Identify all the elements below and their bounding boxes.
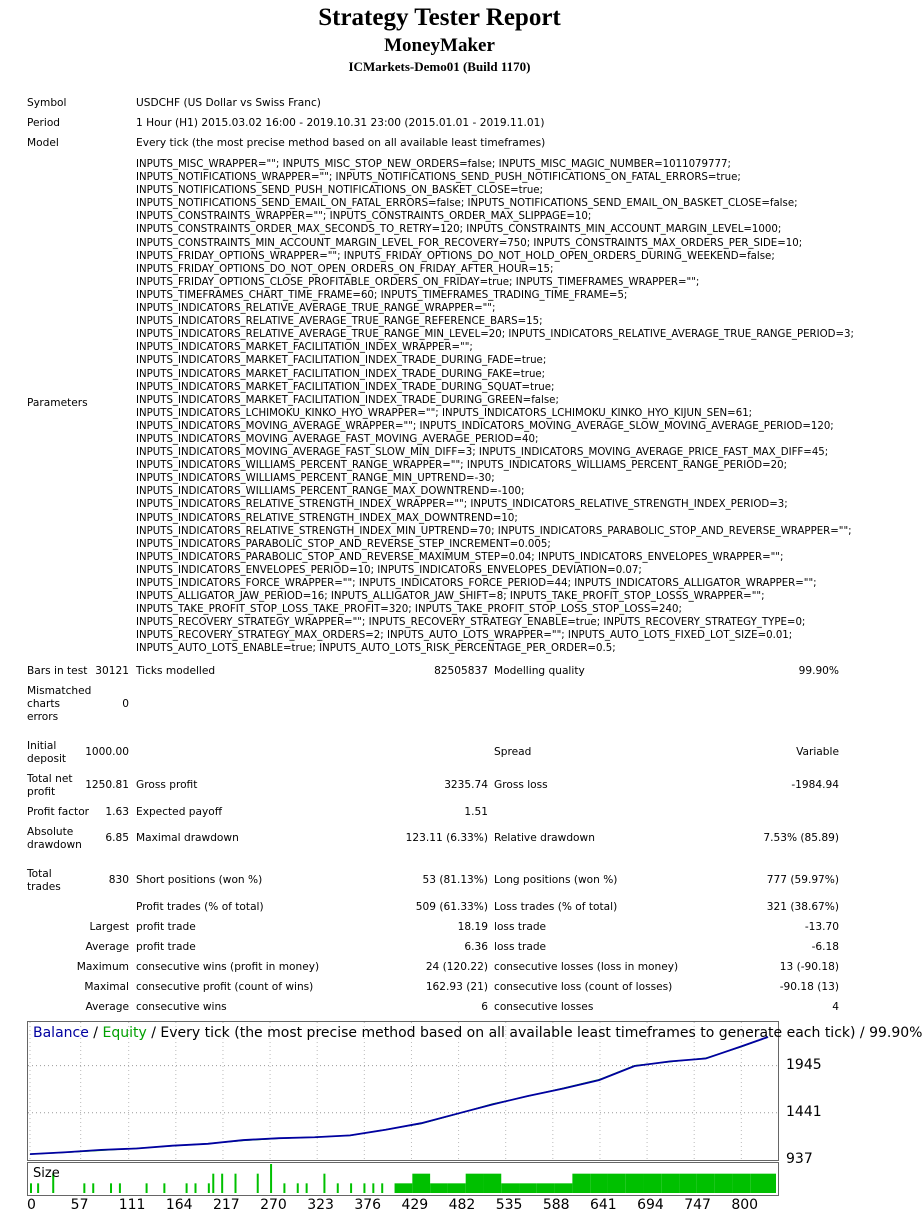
- size-bar: [590, 1174, 608, 1193]
- absdd-label-1: Absolute: [27, 826, 74, 838]
- x-tick-label: 270: [260, 1197, 287, 1213]
- parameter-line: INPUTS_NOTIFICATIONS_SEND_EMAIL_ON_FATAL_ERRORS=false; INPUTS_NOTIFICATIONS_SEND_EMAIL_ON_BASKET_CLOSE=false;: [136, 198, 798, 210]
- netprofit-value: 1250.81: [85, 779, 129, 791]
- average-label: Average: [85, 941, 129, 953]
- balance-line: [30, 1037, 768, 1154]
- parameter-line: INPUTS_ALLIGATOR_JAW_PERIOD=16; INPUTS_ALLIGATOR_JAW_SHIFT=8; INPUTS_TAKE_PROFIT_STOP_LOSSS_WRAPPER="";: [136, 591, 765, 603]
- x-tick-label: 0: [27, 1197, 36, 1213]
- ticks-label: Ticks modelled: [136, 665, 216, 677]
- parameter-line: INPUTS_INDICATORS_MOVING_AVERAGE_FAST_MOVING_AVERAGE_PERIOD=40;: [136, 433, 539, 445]
- parameter-line: INPUTS_INDICATORS_RELATIVE_STRENGTH_INDEX_MAX_DOWNTREND=10;: [136, 512, 518, 524]
- size-bar: [350, 1183, 352, 1193]
- x-tick-label: 217: [212, 1197, 240, 1213]
- x-tick-label: 588: [542, 1197, 570, 1213]
- size-bar: [519, 1183, 537, 1193]
- parameter-line: INPUTS_INDICATORS_MARKET_FACILITATION_INDEX_TRADE_DURING_FAKE=true;: [136, 368, 546, 380]
- deposit-value: 1000.00: [85, 746, 129, 758]
- max-wins-value: 24 (120.22): [425, 961, 488, 973]
- x-tick-label: 323: [307, 1197, 334, 1213]
- legend-equity: Equity: [102, 1025, 147, 1041]
- average-loss-label: loss trade: [494, 941, 547, 953]
- size-bar: [381, 1183, 383, 1193]
- size-bar: [679, 1174, 697, 1193]
- netprofit-label-1: Total net: [27, 773, 73, 785]
- size-bar: [395, 1183, 413, 1193]
- reldd-value: 7.53% (85.89): [763, 832, 839, 844]
- average-profit-value: 6.36: [464, 941, 488, 953]
- parameter-line: INPUTS_INDICATORS_MARKET_FACILITATION_INDEX_TRADE_DURING_GREEN=false;: [136, 394, 559, 406]
- size-bar: [163, 1183, 165, 1193]
- quality-label: Modelling quality: [494, 665, 585, 677]
- size-bar: [212, 1174, 214, 1193]
- parameter-line: INPUTS_INDICATORS_RELATIVE_STRENGTH_INDEX_MIN_UPTREND=70; INPUTS_INDICATORS_PARABOLIC_STOP_AND_REVERSE_WRAPPER="";: [136, 525, 852, 537]
- y-tick-label: 937: [786, 1151, 813, 1167]
- parameters-label: Parameters: [27, 397, 88, 409]
- size-bar: [572, 1174, 590, 1193]
- size-bar: [501, 1183, 519, 1193]
- period-value: 1 Hour (H1) 2015.03.02 16:00 - 2019.10.31 23:00 (2015.01.01 - 2019.11.01): [136, 117, 545, 129]
- largest-label: Largest: [89, 921, 129, 933]
- size-bar: [221, 1174, 223, 1193]
- grossprofit-label: Gross profit: [136, 779, 198, 791]
- spread-value: Variable: [796, 746, 839, 758]
- parameter-line: INPUTS_INDICATORS_MOVING_AVERAGE_WRAPPER=""; INPUTS_INDICATORS_MOVING_AVERAGE_SLOW_MOVING_AVERAGE_PERIOD=120;: [136, 420, 834, 432]
- size-bar: [448, 1183, 466, 1193]
- x-tick-label: 694: [637, 1197, 664, 1213]
- x-tick-label: 164: [165, 1197, 193, 1213]
- pf-value: 1.63: [105, 806, 129, 818]
- size-bar: [257, 1174, 259, 1193]
- parameter-line: INPUTS_AUTO_LOTS_ENABLE=true; INPUTS_AUTO_LOTS_RISK_PERCENTAGE_PER_ORDER=0.5;: [136, 643, 616, 655]
- parameter-line: INPUTS_INDICATORS_PARABOLIC_STOP_AND_REVERSE_MAXIMUM_STEP=0.04; INPUTS_INDICATORS_ENVELOPES_WRAPPER="";: [136, 551, 784, 563]
- size-bar: [30, 1183, 32, 1193]
- bars-label: Bars in test: [27, 665, 88, 677]
- size-bar: [146, 1183, 148, 1193]
- mismatch-label-3: errors: [27, 711, 59, 723]
- y-tick-label: 1441: [786, 1103, 822, 1120]
- average-profit-label: profit trade: [136, 941, 196, 953]
- size-bar: [83, 1183, 85, 1193]
- avg-wins-value: 6: [481, 1001, 488, 1013]
- long-label: Long positions (won %): [494, 874, 618, 886]
- pf-label: Profit factor: [27, 806, 90, 818]
- x-tick-label: 376: [354, 1197, 382, 1213]
- maximal-profit-value: 162.93 (21): [425, 981, 488, 993]
- legend-sep: /: [88, 1025, 103, 1041]
- maximal-profit-label: consecutive profit (count of wins): [136, 981, 314, 993]
- size-bar: [363, 1183, 365, 1193]
- x-tick-label: 535: [495, 1197, 523, 1213]
- size-bar: [186, 1183, 188, 1193]
- size-bar: [270, 1164, 272, 1193]
- parameter-line: INPUTS_INDICATORS_MARKET_FACILITATION_INDEX_WRAPPER="";: [136, 342, 473, 354]
- size-bar: [412, 1174, 430, 1193]
- expert-name: MoneyMaker: [384, 35, 495, 56]
- bars-value: 30121: [95, 665, 129, 677]
- parameter-line: INPUTS_CONSTRAINTS_WRAPPER=""; INPUTS_CONSTRAINTS_ORDER_MAX_SLIPPAGE=10;: [136, 211, 592, 223]
- maxdd-label: Maximal drawdown: [136, 832, 239, 844]
- parameter-line: INPUTS_INDICATORS_MARKET_FACILITATION_INDEX_TRADE_DURING_SQUAT=true;: [136, 381, 555, 393]
- trades-value: 830: [108, 874, 129, 886]
- short-label: Short positions (won %): [136, 874, 263, 886]
- average2-label: Average: [85, 1001, 129, 1013]
- size-bar: [37, 1183, 39, 1193]
- losstrades-label: Loss trades (% of total): [494, 901, 618, 913]
- model-value: Every tick (the most precise method based on all available least timeframes): [136, 137, 546, 149]
- grossloss-value: -1984.94: [791, 779, 839, 791]
- trades-label-2: trades: [27, 881, 61, 893]
- size-bar: [119, 1183, 121, 1193]
- parameter-line: INPUTS_NOTIFICATIONS_SEND_PUSH_NOTIFICATIONS_ON_BASKET_CLOSE=true;: [136, 185, 544, 197]
- deposit-label-2: deposit: [27, 753, 67, 765]
- size-bar: [430, 1183, 448, 1193]
- avg-wins-label: consecutive wins: [136, 1001, 227, 1013]
- parameter-line: INPUTS_MISC_WRAPPER=""; INPUTS_MISC_STOP_NEW_ORDERS=false; INPUTS_MISC_MAGIC_NUMBER=1011079777;: [136, 159, 731, 170]
- parameter-line: INPUTS_RECOVERY_STRATEGY_WRAPPER=""; INPUTS_RECOVERY_STRATEGY_ENABLE=true; INPUTS_RECOVERY_STRATEGY_TYPE=0;: [136, 617, 806, 629]
- size-bar: [306, 1183, 308, 1193]
- trades-label-1: Total: [27, 868, 52, 880]
- absdd-label-2: drawdown: [27, 839, 82, 851]
- x-tick-label: 429: [401, 1197, 429, 1213]
- payoff-label: Expected payoff: [136, 806, 223, 818]
- size-bar: [697, 1174, 715, 1193]
- period-label: Period: [27, 117, 61, 129]
- equity-line: [30, 1037, 768, 1154]
- size-bar: [750, 1174, 768, 1193]
- largest-profit-label: profit trade: [136, 921, 196, 933]
- server-name: ICMarkets-Demo01 (Build 1170): [348, 59, 531, 74]
- ticks-value: 82505837: [434, 665, 488, 677]
- x-tick-label: 747: [684, 1197, 711, 1213]
- size-bar: [297, 1183, 299, 1193]
- avg-losses-label: consecutive losses: [494, 1001, 594, 1013]
- size-bar: [235, 1174, 237, 1193]
- size-bar: [110, 1183, 112, 1193]
- parameter-line: INPUTS_CONSTRAINTS_ORDER_MAX_SECONDS_TO_RETRY=120; INPUTS_CONSTRAINTS_MIN_ACCOUNT_MARGIN_LEVEL=1000;: [136, 224, 782, 236]
- size-bar: [644, 1174, 662, 1193]
- parameter-line: INPUTS_INDICATORS_RELATIVE_STRENGTH_INDEX_WRAPPER=""; INPUTS_INDICATORS_RELATIVE_STRENGTH_INDEX_PERIOD=3;: [136, 499, 788, 511]
- parameter-line: INPUTS_INDICATORS_MARKET_FACILITATION_INDEX_TRADE_DURING_FADE=true;: [136, 355, 547, 367]
- average-loss-value: -6.18: [811, 941, 839, 953]
- model-label: Model: [27, 137, 59, 149]
- maximal-loss-value: -90.18 (13): [779, 981, 839, 993]
- parameter-line: INPUTS_INDICATORS_RELATIVE_AVERAGE_TRUE_RANGE_REFERENCE_BARS=15;: [136, 316, 543, 328]
- size-label: Size: [33, 1166, 60, 1181]
- parameter-line: INPUTS_INDICATORS_WILLIAMS_PERCENT_RANGE_MIN_UPTREND=-30;: [136, 473, 495, 485]
- parameter-line: INPUTS_INDICATORS_PARABOLIC_STOP_AND_REVERSE_STEP_INCREMENT=0.005;: [136, 538, 551, 550]
- grossloss-label: Gross loss: [494, 779, 548, 791]
- mismatch-label-2: charts: [27, 698, 61, 710]
- payoff-value: 1.51: [464, 806, 488, 818]
- legend-balance: Balance: [33, 1025, 89, 1041]
- parameter-line: INPUTS_RECOVERY_STRATEGY_MAX_ORDERS=2; INPUTS_AUTO_LOTS_WRAPPER=""; INPUTS_AUTO_LOTS_FIXED_LOT_SIZE=0.01;: [136, 630, 793, 642]
- quality-value: 99.90%: [798, 665, 839, 677]
- parameter-line: INPUTS_CONSTRAINTS_MIN_ACCOUNT_MARGIN_LEVEL_FOR_RECOVERY=750; INPUTS_CONSTRAINTS_MAX_ORDERS_PER_SIDE=10;: [136, 237, 803, 249]
- maximal-loss-label: consecutive loss (count of losses): [494, 981, 673, 993]
- maximum-label: Maximum: [76, 961, 129, 973]
- mismatch-value: 0: [122, 698, 129, 710]
- parameter-line: INPUTS_FRIDAY_OPTIONS_DO_NOT_OPEN_ORDERS_ON_FRIDAY_AFTER_HOUR=15;: [136, 263, 554, 275]
- parameter-line: INPUTS_INDICATORS_RELATIVE_AVERAGE_TRUE_RANGE_MIN_LEVEL=20; INPUTS_INDICATORS_RELATIVE_AVERAGE_TRUE_RANGE_PERIOD=3;: [136, 329, 854, 341]
- largest-loss-value: -13.70: [804, 921, 839, 933]
- y-tick-label: 1945: [786, 1056, 822, 1073]
- parameter-line: INPUTS_NOTIFICATIONS_WRAPPER=""; INPUTS_NOTIFICATIONS_SEND_PUSH_NOTIFICATIONS_ON_FATAL_ERRORS=true;: [136, 172, 741, 184]
- max-wins-label: consecutive wins (profit in money): [136, 961, 320, 973]
- spread-label: Spread: [494, 746, 532, 758]
- parameter-line: INPUTS_FRIDAY_OPTIONS_CLOSE_PROFITABLE_ORDERS_ON_FRIDAY=true; INPUTS_TIMEFRAMES_WRAPPER="";: [136, 276, 700, 288]
- absdd-value: 6.85: [105, 832, 129, 844]
- parameter-line: INPUTS_INDICATORS_MOVING_AVERAGE_FAST_SLOW_MIN_DIFF=3; INPUTS_INDICATORS_MOVING_AVERAGE_PRICE_FAST_MAX_DIFF=45;: [136, 447, 829, 459]
- size-bar: [626, 1174, 644, 1193]
- parameter-line: INPUTS_INDICATORS_WILLIAMS_PERCENT_RANGE_MAX_DOWNTREND=-100;: [136, 486, 525, 498]
- size-bar: [283, 1183, 285, 1193]
- max-losses-label: consecutive losses (loss in money): [494, 961, 679, 973]
- maxdd-value: 123.11 (6.33%): [405, 832, 488, 844]
- legend-description: / Every tick (the most precise method based on all available least timeframes to generate each tick) / 99.90%: [146, 1025, 922, 1041]
- largest-loss-label: loss trade: [494, 921, 547, 933]
- x-tick-label: 482: [448, 1197, 476, 1213]
- chart-legend: [33, 1025, 922, 1041]
- size-bar: [768, 1174, 776, 1193]
- size-bar: [661, 1174, 679, 1193]
- netprofit-label-2: profit: [27, 786, 56, 798]
- size-bar: [715, 1174, 733, 1193]
- size-bar: [537, 1183, 555, 1193]
- profittrades-label: Profit trades (% of total): [136, 901, 264, 913]
- grossprofit-value: 3235.74: [444, 779, 488, 791]
- parameter-line: INPUTS_INDICATORS_WILLIAMS_PERCENT_RANGE_WRAPPER=""; INPUTS_INDICATORS_WILLIAMS_PERCENT_RANGE_PERIOD=20;: [136, 460, 787, 472]
- size-bar: [372, 1183, 374, 1193]
- parameter-line: INPUTS_INDICATORS_LCHIMOKU_KINKO_HYO_WRAPPER=""; INPUTS_INDICATORS_LCHIMOKU_KINKO_HYO_KIJUN_SEN=61;: [136, 407, 753, 419]
- size-bar: [555, 1183, 573, 1193]
- size-bar: [92, 1183, 94, 1193]
- x-tick-label: 111: [118, 1197, 146, 1213]
- size-bar: [483, 1174, 501, 1193]
- largest-profit-value: 18.19: [457, 921, 488, 933]
- long-value: 777 (59.97%): [766, 874, 839, 886]
- report-title: Strategy Tester Report: [318, 4, 561, 31]
- symbol-value: USDCHF (US Dollar vs Swiss Franc): [136, 97, 321, 109]
- losstrades-value: 321 (38.67%): [766, 901, 839, 913]
- parameter-line: INPUTS_INDICATORS_ENVELOPES_PERIOD=10; INPUTS_INDICATORS_ENVELOPES_DEVIATION=0.07;: [136, 564, 642, 576]
- x-tick-label: 641: [589, 1197, 617, 1213]
- parameter-line: INPUTS_TAKE_PROFIT_STOP_LOSS_TAKE_PROFIT=320; INPUTS_TAKE_PROFIT_STOP_LOSS_STOP_LOSS=240;: [136, 604, 682, 616]
- short-value: 53 (81.13%): [422, 874, 488, 886]
- size-bar: [466, 1174, 484, 1193]
- maximal-label: Maximal: [84, 981, 129, 993]
- x-tick-label: 800: [731, 1197, 759, 1213]
- avg-losses-value: 4: [832, 1001, 839, 1013]
- profittrades-value: 509 (61.33%): [415, 901, 488, 913]
- size-bar: [323, 1174, 325, 1193]
- x-tick-label: 57: [70, 1197, 89, 1213]
- size-bar: [337, 1183, 339, 1193]
- size-bar: [608, 1174, 626, 1193]
- size-bar: [732, 1174, 750, 1193]
- size-bar: [208, 1183, 210, 1193]
- size-bar: [194, 1183, 196, 1193]
- max-losses-value: 13 (-90.18): [779, 961, 839, 973]
- parameter-line: INPUTS_FRIDAY_OPTIONS_WRAPPER=""; INPUTS_FRIDAY_OPTIONS_DO_NOT_HOLD_OPEN_ORDERS_DURING_WEEKEND=false;: [136, 250, 775, 262]
- mismatch-label-1: Mismatched: [27, 685, 92, 697]
- parameter-line: INPUTS_TIMEFRAMES_CHART_TIME_FRAME=60; INPUTS_TIMEFRAMES_TRADING_TIME_FRAME=5;: [136, 289, 628, 301]
- deposit-label-1: Initial: [27, 740, 57, 752]
- parameter-line: INPUTS_INDICATORS_FORCE_WRAPPER=""; INPUTS_INDICATORS_FORCE_PERIOD=44; INPUTS_INDICATORS_ALLIGATOR_WRAPPER="";: [136, 578, 817, 589]
- symbol-label: Symbol: [27, 97, 67, 109]
- parameter-line: INPUTS_INDICATORS_RELATIVE_AVERAGE_TRUE_RANGE_WRAPPER="";: [136, 303, 496, 315]
- reldd-label: Relative drawdown: [494, 832, 595, 844]
